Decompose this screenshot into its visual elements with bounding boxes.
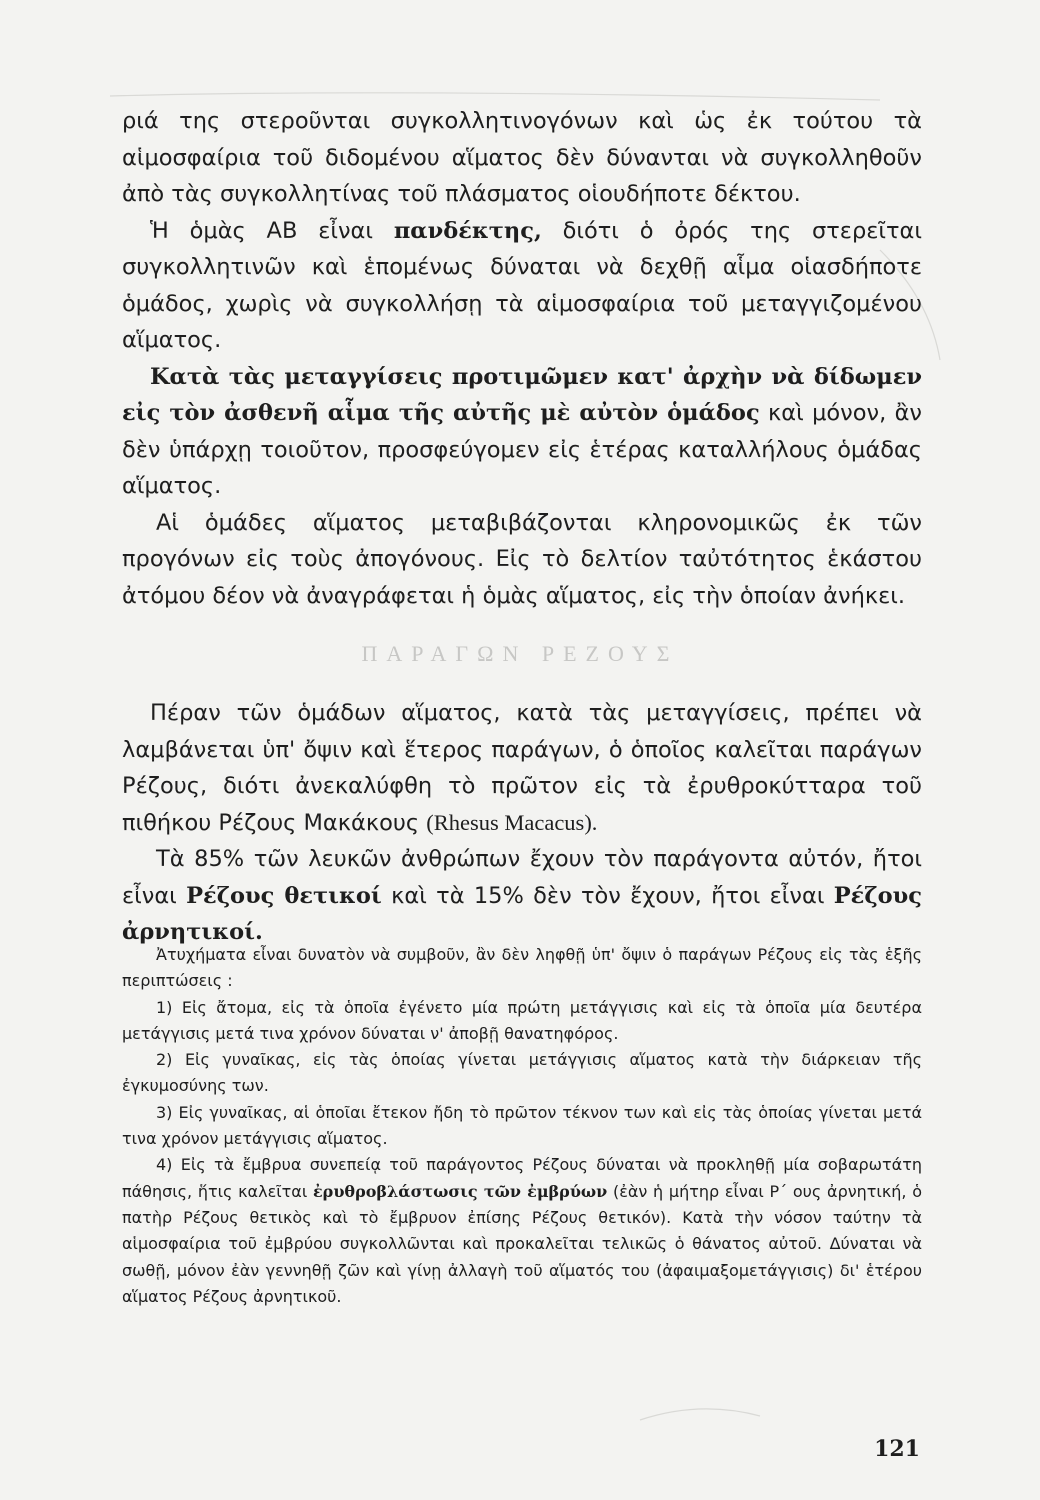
bold-rhesus-positive: Ρέζους θετικοί bbox=[186, 882, 382, 909]
text-run: (ἐὰν ἡ μήτηρ εἶναι Ρ΄ ους ἀρνητική, ὁ πατὴρ Ρέζους θετικὸς καὶ τὸ ἔμβρυον ἐπίσης Ρέζους θετικόν). Κατὰ τὴν νόσον ταύτην τὰ αἱμοσφαίρια τοῦ ἐμβρύου συγκολλῶνται καὶ προκαλεῖται τελικῶς ὁ θάνατος αὐτοῦ. Δύναται νὰ σωθῇ, μόνον ἐὰν γεννηθῇ ζῶν καὶ γίνῃ ἀλλαγὴ τοῦ αἵματός του (ἀφαιμαξομετάγγισις) δι' ἑτέρου αἵματος Ρέζους ἀρνητικοῦ. bbox=[122, 1181, 923, 1306]
paragraph-rhesus-intro bbox=[122, 695, 922, 841]
paragraph-rhesus-percent bbox=[122, 841, 922, 951]
bold-statement: Κατὰ τὰς μεταγγίσεις προτιμῶμεν κατ' ἀρχὴν νὰ δίδωμεν εἰς τὸν ἀσθενῆ αἷμα τῆς αὐτῆς μὲ αὐτὸν ὁμάδος bbox=[122, 363, 922, 426]
text-run: Ἡ ὁμὰς ΑΒ εἶναι bbox=[150, 217, 394, 244]
text-run: Τὰ 85% τῶν λευκῶν ἀνθρώπων ἔχουν τὸν παράγοντα αὐτόν, ἤτοι εἶναι bbox=[122, 846, 922, 909]
list-item-4 bbox=[122, 1152, 922, 1310]
list-item-3: 3) Εἰς γυναῖκας, αἱ ὁποῖαι ἔτεκον ἤδη τὸ πρῶτον τέκνον των καὶ εἰς τὰς ὁποίας γίνεται μετά τινα χρόνον μετάγγισις αἵματος. bbox=[122, 1102, 922, 1149]
bold-term-pandektis: πανδέκτης, bbox=[393, 217, 542, 244]
accidents-section bbox=[122, 942, 922, 1310]
rhesus-section bbox=[122, 695, 922, 951]
paragraph-continuation bbox=[122, 103, 922, 614]
section-heading: ΠΑΡΑΓΩΝ ΡΕΖΟΥΣ bbox=[361, 641, 679, 666]
text-run: καὶ τὰ 15% δὲν τὸν ἔχουν, ἤτοι εἶναι bbox=[381, 882, 834, 909]
paragraph-ab-group bbox=[122, 213, 922, 359]
text-run: διότι ὁ ὀρός της στερεῖται συγκολλητινῶν καὶ ἑπομένως δύναται νὰ δεχθῇ αἷμα οἱασδήποτε ὁμάδος, χωρὶς νὰ συγκολλήσῃ τὰ αἱμοσφαίρια τοῦ μεταγγιζομένου αἵματος. bbox=[122, 217, 923, 353]
paragraph-transfusion-preference bbox=[122, 359, 922, 505]
latin-name: (Rhesus Macacus). bbox=[426, 809, 598, 835]
text-run: 4) Εἰς τὰ ἔμβρυα συνεπείᾳ τοῦ παράγοντος Ρέζους δύναται νὰ προκληθῇ μία σοβαρωτάτη πάθησις, ἥτις καλεῖται bbox=[122, 1155, 922, 1201]
paragraph-1: ριά της στεροῦνται συγκολλητινογόνων καὶ ὡς ἐκ τούτου τὰ αἱμοσφαίρια τοῦ διδομένου αἵματος δὲν δύνανται νὰ συγκολληθοῦν ἀπὸ τὰς συγκολλητίνας τοῦ πλάσματος οἱουδήποτε δέκτου. bbox=[122, 108, 922, 207]
paragraph-accidents-intro: Ἀτυχήματα εἶναι δυνατὸν νὰ συμβοῦν, ἂν δὲν ληφθῇ ὑπ' ὄψιν ὁ παράγων Ρέζους εἰς τὰς ἑξῆς περιπτώσεις : bbox=[122, 945, 922, 991]
bold-rhesus-negative: Ρέζους ἀρνητικοί. bbox=[122, 882, 922, 945]
paragraph-inheritance: Αἱ ὁμάδες αἵματος μεταβιβάζονται κληρονομικῶς ἐκ τῶν προγόνων εἰς τοὺς ἀπογόνους. Εἰς τὸ δελτίον ταὐτότητος ἑκάστου ἀτόμου δέον νὰ ἀναγράφεται ἡ ὁμὰς αἵματος, εἰς τὴν ὁποίαν ἀνήκει. bbox=[122, 509, 922, 609]
bold-erythroblastosis: ἐρυθροβλάστωσις τῶν ἐμβρύων bbox=[312, 1181, 608, 1201]
list-item-2: 2) Εἰς γυναῖκας, εἰς τὰς ὁποίας γίνεται μετάγγισις αἵματος κατὰ τὴν διάρκειαν τῆς ἐγκυμοσύνης των. bbox=[122, 1050, 922, 1096]
text-run: καὶ μόνον, ἂν δὲν ὑπάρχῃ τοιοῦτον, προσφεύγομεν εἰς ἑτέρας καταλλήλους ὁμάδας αἵματος. bbox=[122, 400, 922, 499]
text-run: Πέραν τῶν ὁμάδων αἵματος, κατὰ τὰς μεταγγίσεις, πρέπει νὰ λαμβάνεται ὑπ' ὄψιν καὶ ἕτερος παράγων, ὁ ὁποῖος καλεῖται παράγων Ρέζους, διότι ἀνεκαλύφθη τὸ πρῶτον εἰς τὰ ἐρυθροκύτταρα τοῦ πιθήκου Ρέζους Μακάκους bbox=[122, 700, 922, 836]
list-item-1: 1) Εἰς ἄτομα, εἰς τὰ ὁποῖα ἐγένετο μία πρώτη μετάγγισις καὶ εἰς τὰ ὁποῖα μία δευτέρα μετάγγισις μετά τινα χρόνον δύναται ν' ἀποβῇ θανατηφόρος. bbox=[122, 997, 922, 1043]
page-number: 121 bbox=[874, 1436, 920, 1462]
